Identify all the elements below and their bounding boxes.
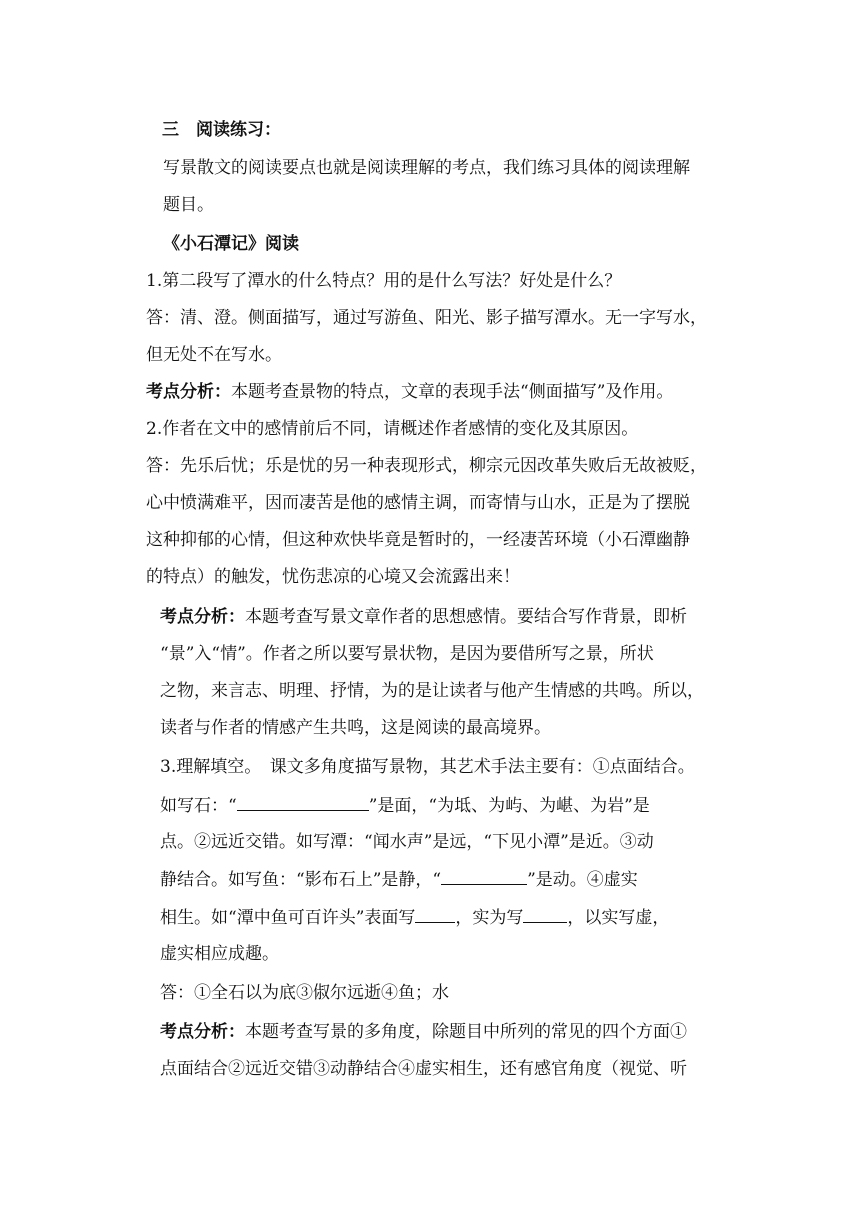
q1-question: 1.第二段写了潭水的什么特点？用的是什么写法？好处是什么？ <box>146 271 622 291</box>
q2-answer-line-1: 答：先乐后忧；乐是忧的另一种表现形式，柳宗元因改革失败后无故被贬， <box>146 456 707 476</box>
q3-line-4 <box>160 868 638 891</box>
q3-line-2 <box>160 794 650 817</box>
q3-answer: 答：①全石以为底③俶尔远逝④鱼；水 <box>160 983 449 1003</box>
q3-line-6: 虚实相应成趣。 <box>160 944 279 964</box>
q2-analysis-line-4: 读者与作者的情感产生共鸣，这是阅读的最高境界。 <box>160 718 551 738</box>
q1-analysis <box>146 381 673 403</box>
q2-analysis-line-1 <box>160 606 687 628</box>
passage-title: 《小石潭记》阅读 <box>163 234 299 254</box>
fill-blank-2 <box>441 868 527 885</box>
q2-answer-line-4: 的特点）的触发，忧伤悲凉的心境又会流露出来！ <box>146 567 520 587</box>
q1-answer-line-2: 但无处不在写水。 <box>146 345 282 365</box>
q2-analysis-label: 考点分析： <box>160 607 245 627</box>
section-heading: 三 阅读练习： <box>162 120 281 140</box>
q2-answer-line-3: 这种抑郁的心情，但这种欢快毕竟是暂时的，一经凄苦环境（小石潭幽静 <box>146 530 690 550</box>
q2-question: 2.作者在文中的感情前后不同，请概述作者感情的变化及其原因。 <box>146 419 639 439</box>
q3-line-5-post: ，以实写虚， <box>567 908 670 928</box>
q1-answer-line-1: 答：清、澄。侧面描写，通过写游鱼、阳光、影子描写潭水。无一字写水， <box>146 308 707 328</box>
q3-line-3: 点。②远近交错。如写潭：“闻水声”是远，“下见小潭”是近。③动 <box>160 832 654 852</box>
q3-line-5-mid: ，实为写 <box>455 908 524 928</box>
q3-analysis-text-1: 本题考查写景的多角度，除题目中所列的常见的四个方面① <box>245 1022 687 1042</box>
q3-line-1: 3.理解填空。 课文多角度描写景物，其艺术手法主要有：①点面结合。 <box>160 757 695 777</box>
q3-line-2-pre: 如写石：“ <box>160 796 237 816</box>
fill-blank-3 <box>415 906 455 923</box>
q3-analysis-label: 考点分析： <box>160 1022 245 1042</box>
q3-line-5 <box>160 906 669 929</box>
q1-analysis-label: 考点分析： <box>146 382 231 402</box>
intro-line-2: 题目。 <box>163 195 214 215</box>
intro-line-1: 写景散文的阅读要点也就是阅读理解的考点，我们练习具体的阅读理解 <box>163 158 690 178</box>
q3-line-2-post: ”是面，“为坻、为屿、为嵁、为岩”是 <box>368 796 650 816</box>
q3-analysis-line-2: 点面结合②远近交错③动静结合④虚实相生，还有感官角度（视觉、听 <box>160 1059 687 1079</box>
q1-analysis-text: 本题考查景物的特点，文章的表现手法“侧面描写”及作用。 <box>231 382 674 402</box>
q2-analysis-text-1: 本题考查写景文章作者的思想感情。要结合写作背景，即析 <box>245 607 687 627</box>
q2-analysis-line-3: 之物，来言志、明理、抒情，为的是让读者与他产生情感的共鸣。所以， <box>160 681 704 701</box>
q3-analysis-line-1 <box>160 1021 687 1043</box>
q2-analysis-line-2: “景”入“情”。作者之所以要写景状物，是因为要借所写之景，所状 <box>160 644 654 664</box>
q3-line-4-pre: 静结合。如写鱼：“影布石上”是静，“ <box>160 870 442 890</box>
q2-answer-line-2: 心中愤满难平，因而凄苦是他的感情主调，而寄情与山水，正是为了摆脱 <box>146 493 690 513</box>
q3-line-5-pre: 相生。如“潭中鱼可百许头”表面写 <box>160 908 416 928</box>
q3-line-4-post: ”是动。④虚实 <box>527 870 638 890</box>
fill-blank-4 <box>523 906 567 923</box>
fill-blank-1 <box>237 794 369 811</box>
